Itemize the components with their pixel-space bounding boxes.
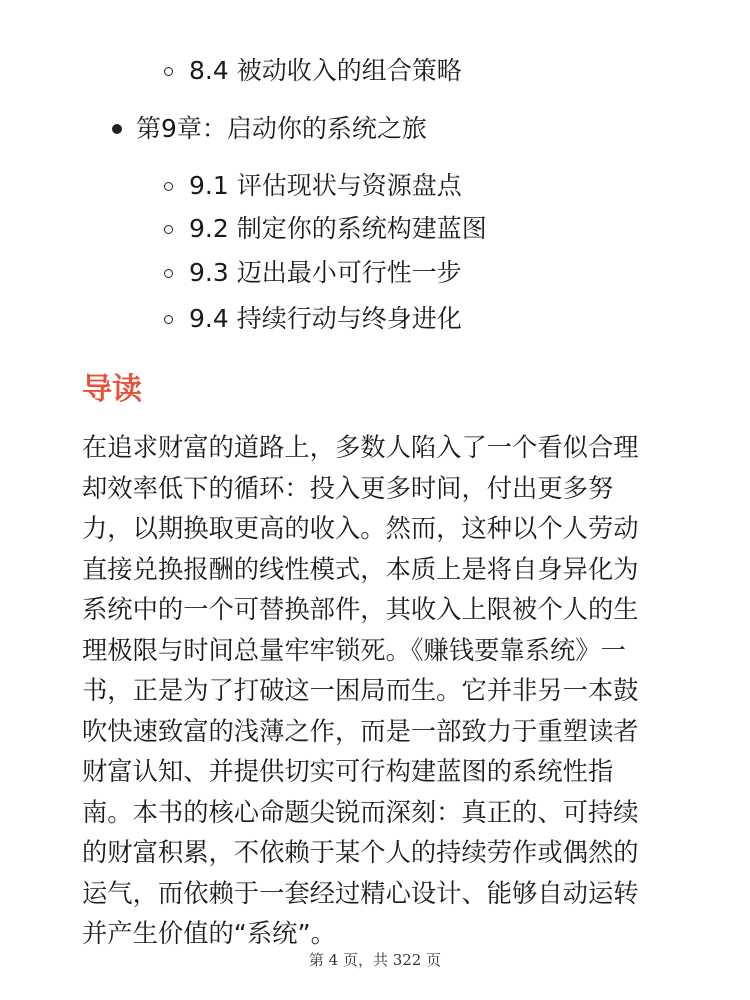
paragraph-line: 在追求财富的道路上，多数人陷入了一个看似合理 [82,433,639,462]
paragraph-line: 却效率低下的循环：投入更多时间，付出更多努 [82,473,614,503]
toc-item-9-4[interactable] [164,304,462,334]
toc-chapter-label: 第9章：启动你的系统之旅 [136,114,427,143]
hollow-bullet-icon [164,315,173,324]
solid-bullet-icon [112,124,122,134]
paragraph-line: 的财富积累，不依赖于某个人的持续劳作或偶然的 [82,838,639,867]
hollow-bullet-icon [164,182,173,191]
paragraph-line: 力，以期换取更高的收入。然而，这种以个人劳动 [82,514,639,543]
toc-item-label: 8.4 被动收入的组合策略 [189,56,462,85]
intro-paragraph [82,428,672,955]
paragraph-line: 并产生价值的“系统”。 [82,919,336,948]
paragraph-line: 系统中的一个可替换部件，其收入上限被个人的生 [82,595,639,624]
section-heading: 导读 [82,372,142,407]
toc-item-label: 9.3 迈出最小可行性一步 [189,258,462,287]
paragraph-line: 理极限与时间总量牢牢锁死。《赚钱要靠系统》一 [82,635,626,665]
toc-item-9-1[interactable] [164,171,462,201]
toc-chapter-9[interactable] [112,114,427,144]
toc-item-8-4[interactable] [164,56,462,86]
hollow-bullet-icon [164,225,173,234]
paragraph-line: 南。本书的核心命题尖锐而深刻：真正的、可持续 [82,797,639,827]
paragraph-line: 财富认知、并提供切实可行构建蓝图的系统性指 [82,757,614,786]
paragraph-line: 运气，而依赖于一套经过精心设计、能够自动运转 [82,878,639,908]
toc-item-label: 9.1 评估现状与资源盘点 [189,171,462,200]
toc-item-label: 9.4 持续行动与终身进化 [189,304,462,333]
toc-item-9-3[interactable] [164,258,462,288]
page-number: 第 4 页，共 322 页 [308,951,442,969]
toc-item-label: 9.2 制定你的系统构建蓝图 [189,214,487,243]
hollow-bullet-icon [164,67,173,76]
paragraph-line: 吹快速致富的浅薄之作，而是一部致力于重塑读者 [82,716,639,746]
toc-item-9-2[interactable] [164,214,487,244]
hollow-bullet-icon [164,269,173,278]
paragraph-line: 书，正是为了打破这一困局而生。它并非另一本鼓 [82,676,639,705]
paragraph-line: 直接兑换报酬的线性模式，本质上是将自身异化为 [82,554,639,584]
